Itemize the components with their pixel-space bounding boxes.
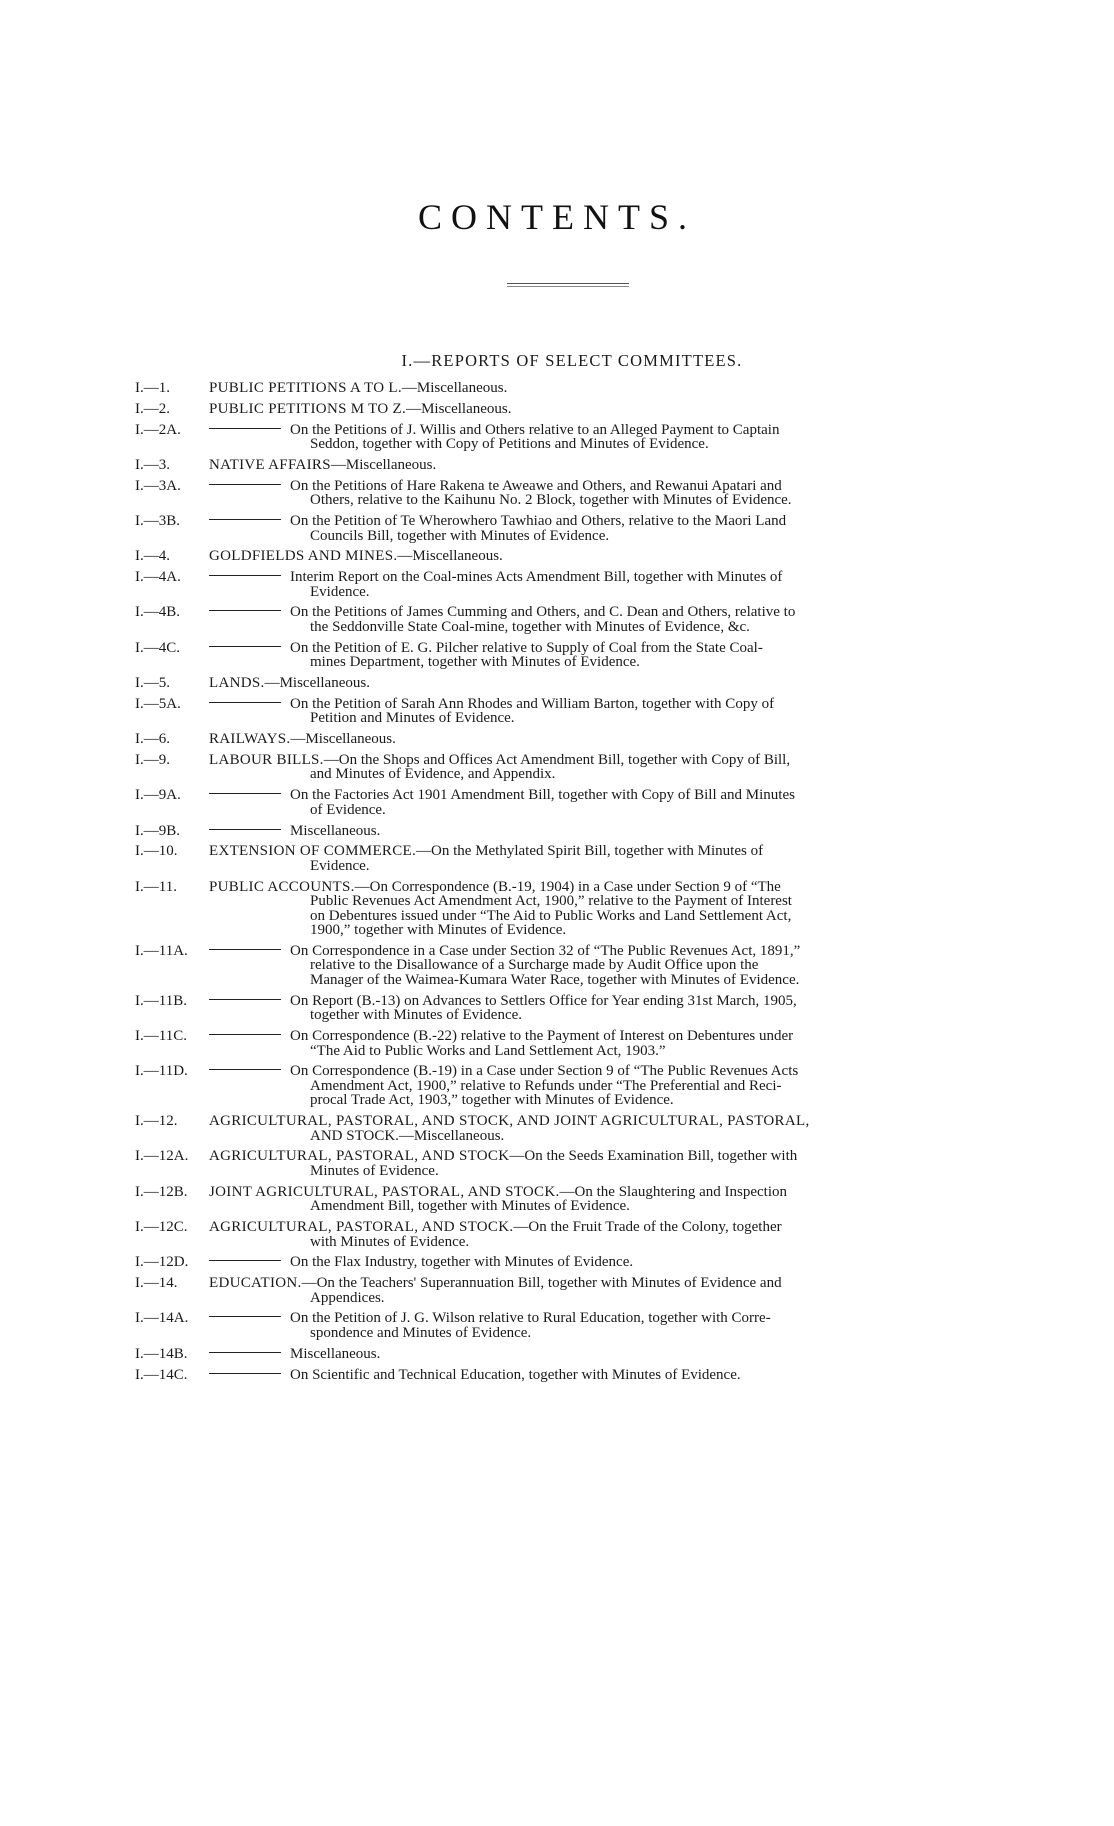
entry-number: I.—2A.: [135, 421, 181, 438]
entry-number: I.—9A.: [135, 787, 181, 804]
entry-heading: LABOUR BILLS.: [209, 751, 324, 768]
ditto-dash: [209, 999, 281, 1000]
entry-continuation: Evidence.: [310, 583, 370, 600]
entry-first-line: [209, 1367, 1004, 1384]
entry-heading: RAILWAYS.: [209, 731, 291, 748]
entry-number: I.—14C.: [135, 1366, 188, 1383]
ditto-dash: [209, 575, 281, 576]
entry-continuation: Councils Bill, together with Minutes of Evidence.: [310, 527, 610, 544]
entry-continuation: Public Revenues Act Amendment Act, 1900,” relative to the Payment of Interest: [310, 893, 792, 910]
entry-number: I.—11A.: [135, 942, 188, 959]
entry-number: I.—14B.: [135, 1345, 188, 1362]
entry-text: Miscellaneous.: [290, 1345, 381, 1362]
entry-heading: NATIVE AFFAIRS: [209, 456, 331, 473]
entry-continuation: procal Trade Act, 1903,” together with Minutes of Evidence.: [310, 1092, 674, 1109]
entry-number: I.—12C.: [135, 1219, 188, 1235]
entry-continuation: 1900,” together with Minutes of Evidence.: [310, 922, 567, 939]
entry-text: Miscellaneous.: [290, 822, 381, 839]
entry-text: —On the Teachers' Superannuation Bill, together with Minutes of Evidence and: [301, 1275, 782, 1292]
entry-continuation: on Debentures issued under “The Aid to Public Works and Land Settlement Act,: [310, 907, 792, 924]
page-title: CONTENTS.: [418, 197, 696, 237]
entry-continuation: Amendment Bill, together with Minutes of Evidence.: [310, 1198, 630, 1215]
entry-first-line: [209, 1346, 1004, 1363]
entry-number: I.—4C.: [135, 639, 180, 656]
ditto-dash: [209, 793, 281, 794]
ditto-dash: [209, 428, 281, 429]
entry-first-line: [209, 731, 1004, 748]
entry-number: I.—9.: [135, 751, 170, 768]
ditto-dash: [209, 646, 281, 647]
entry-number: I.—3B.: [135, 513, 180, 529]
entry-number: I.—11.: [135, 878, 177, 895]
ditto-dash: [209, 519, 281, 520]
entry-heading: PUBLIC ACCOUNTS.: [209, 878, 355, 895]
entry-number: I.—5.: [135, 675, 170, 691]
entry-first-line: [209, 380, 1004, 397]
entry-continuation: spondence and Minutes of Evidence.: [310, 1324, 532, 1341]
entry-text: On the Petition of Te Wherowhero Tawhiao and Others, relative to the Maori Land: [290, 513, 787, 529]
entry-heading: JOINT AGRICULTURAL, PASTORAL, AND STOCK.: [209, 1183, 560, 1200]
entry-text: —On the Seeds Examination Bill, together with: [509, 1148, 798, 1165]
entry-number: I.—6.: [135, 731, 170, 748]
section-heading: I.—REPORTS OF SELECT COMMITTEES.: [401, 351, 743, 370]
entry-first-line: [209, 457, 1004, 474]
entry-continuation: Appendices.: [310, 1289, 385, 1306]
ditto-dash: [209, 1352, 281, 1353]
entry-text: On the Petitions of James Cumming and Others, and C. Dean and Others, relative to: [290, 604, 796, 621]
entry-text: —Miscellaneous.: [264, 675, 370, 691]
entry-text: —Miscellaneous.: [401, 380, 508, 396]
ditto-dash: [209, 702, 281, 703]
ditto-dash: [209, 1034, 281, 1035]
entry-heading: AGRICULTURAL, PASTORAL, AND STOCK.: [209, 1219, 514, 1235]
entry-text: On the Petition of J. G. Wilson relative to Rural Education, together with Corre-: [290, 1310, 771, 1327]
entry-text: —On the Methylated Spirit Bill, together with Minutes of: [416, 843, 764, 860]
entry-number: I.—4.: [135, 548, 170, 565]
ditto-dash: [209, 949, 281, 950]
entry-number: I.—14.: [135, 1275, 178, 1292]
entry-heading: AGRICULTURAL, PASTORAL, AND STOCK, AND JOINT AGRICULTURAL, PASTORAL,: [209, 1113, 810, 1130]
entry-text: On Correspondence (B.-19) in a Case under Section 9 of “The Public Revenues Acts: [290, 1063, 799, 1080]
entry-continuation: with Minutes of Evidence.: [310, 1233, 470, 1250]
entry-continuation: Petition and Minutes of Evidence.: [310, 710, 515, 727]
entry-text: On the Petitions of J. Willis and Others relative to an Alleged Payment to Captain: [290, 421, 780, 438]
entry-continuation: relative to the Disallowance of a Surcharge made by Audit Office upon the: [310, 957, 759, 974]
entry-continuation: Seddon, together with Copy of Petitions and Minutes of Evidence.: [310, 436, 709, 453]
entry-text: On the Petitions of Hare Rakena te Aweawe and Others, and Rewanui Apatari and: [290, 477, 782, 494]
entry-continuation: mines Department, together with Minutes of Evidence.: [310, 654, 640, 671]
entry-heading: EDUCATION.: [209, 1275, 302, 1292]
entry-number: I.—11B.: [135, 992, 187, 1009]
entry-text: On Correspondence in a Case under Section 32 of “The Public Revenues Act, 1891,”: [290, 942, 801, 959]
entry-continuation: Others, relative to the Kaihunu No. 2 Block, together with Minutes of Evidence.: [310, 492, 792, 509]
entry-text: Interim Report on the Coal-mines Acts Amendment Bill, together with Minutes of: [290, 569, 783, 586]
entry-text: —On Correspondence (B.-19, 1904) in a Case under Section 9 of “The: [354, 878, 781, 895]
entry-number: I.—12D.: [135, 1254, 189, 1271]
entry-text: —Miscellaneous.: [330, 456, 437, 473]
entry-text: —On the Fruit Trade of the Colony, together: [513, 1219, 782, 1235]
entry-continuation: “The Aid to Public Works and Land Settlement Act, 1903.”: [310, 1042, 666, 1059]
entry-first-line: [209, 401, 1004, 418]
entry-number: I.—12.: [135, 1113, 178, 1130]
entry-continuation: together with Minutes of Evidence.: [310, 1007, 523, 1024]
entry-continuation: Amendment Act, 1900,” relative to Refunds under “The Preferential and Reci-: [310, 1077, 782, 1094]
entry-first-line: [209, 548, 1004, 565]
entry-number: I.—4A.: [135, 569, 181, 586]
entry-number: I.—12B.: [135, 1183, 188, 1200]
ditto-dash: [209, 829, 281, 830]
entry-heading: PUBLIC PETITIONS A TO L.: [209, 380, 402, 396]
ditto-dash: [209, 1260, 281, 1261]
entry-text: —Miscellaneous.: [290, 731, 396, 748]
ditto-dash: [209, 1316, 281, 1317]
entry-number: I.—3.: [135, 456, 170, 473]
entry-number: I.—9B.: [135, 822, 180, 839]
ditto-dash: [209, 1373, 281, 1374]
entry-text: On the Flax Industry, together with Minutes of Evidence.: [290, 1254, 634, 1271]
entry-number: I.—5A.: [135, 695, 181, 712]
entry-text: On the Petition of E. G. Pilcher relative to Supply of Coal from the State Coal-: [290, 639, 763, 656]
entry-number: I.—10.: [135, 843, 178, 860]
entry-continuation: of Evidence.: [310, 801, 386, 818]
entry-first-line: [209, 823, 1004, 840]
entry-number: I.—11C.: [135, 1028, 187, 1044]
entry-text: On the Factories Act 1901 Amendment Bill, together with Copy of Bill and Minutes: [290, 787, 795, 804]
entry-text: On Correspondence (B.-22) relative to the Payment of Interest on Debentures under: [290, 1028, 794, 1044]
entry-text: —Miscellaneous.: [397, 548, 503, 565]
ditto-dash: [209, 610, 281, 611]
entry-heading: PUBLIC PETITIONS M TO Z.: [209, 400, 407, 417]
entry-number: I.—2.: [135, 400, 170, 417]
entry-continuation: AND STOCK.—Miscellaneous.: [310, 1127, 505, 1144]
entry-heading: GOLDFIELDS AND MINES.: [209, 548, 398, 565]
entry-continuation: and Minutes of Evidence, and Appendix.: [310, 766, 556, 783]
entry-number: I.—4B.: [135, 604, 180, 621]
entry-number: I.—3A.: [135, 477, 181, 494]
entry-first-line: [209, 1254, 1004, 1271]
ditto-dash: [209, 484, 281, 485]
entry-text: —Miscellaneous.: [406, 400, 512, 417]
entry-number: I.—11D.: [135, 1063, 188, 1080]
title-rule: [507, 283, 629, 287]
entry-heading: AGRICULTURAL, PASTORAL, AND STOCK: [209, 1148, 510, 1165]
entry-continuation: Minutes of Evidence.: [310, 1162, 439, 1179]
entry-continuation: Manager of the Waimea-Kumara Water Race, together with Minutes of Evidence.: [310, 971, 800, 988]
entry-number: I.—12A.: [135, 1148, 189, 1165]
entry-text: On Scientific and Technical Education, together with Minutes of Evidence.: [290, 1366, 741, 1383]
entry-number: I.—1.: [135, 380, 170, 396]
ditto-dash: [209, 1069, 281, 1070]
entry-heading: EXTENSION OF COMMERCE.: [209, 843, 417, 860]
entry-continuation: the Seddonville State Coal-mine, together with Minutes of Evidence, &c.: [310, 618, 750, 635]
entry-text: —On the Shops and Offices Act Amendment Bill, together with Copy of Bill,: [323, 751, 791, 768]
entry-text: On Report (B.-13) on Advances to Settlers Office for Year ending 31st March, 1905,: [290, 992, 797, 1009]
entry-number: I.—14A.: [135, 1310, 189, 1327]
entry-continuation: Evidence.: [310, 857, 370, 874]
entry-heading: LANDS.: [209, 675, 265, 691]
entry-text: On the Petition of Sarah Ann Rhodes and William Barton, together with Copy of: [290, 695, 775, 712]
entry-text: —On the Slaughtering and Inspection: [559, 1183, 788, 1200]
entry-first-line: [209, 675, 1004, 692]
